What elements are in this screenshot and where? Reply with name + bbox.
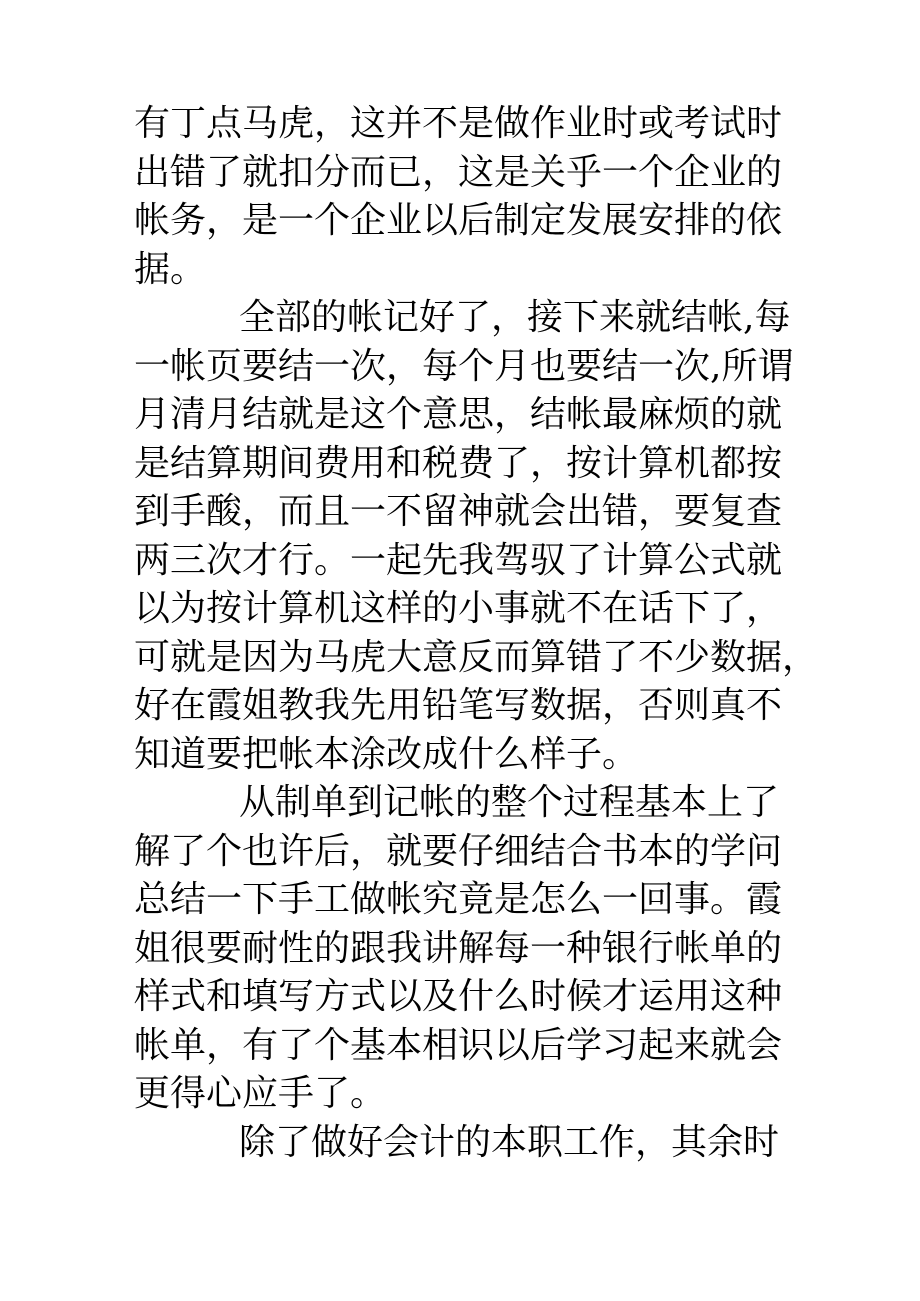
text-line: 有丁点马虎，这并不是做作业时或考试时 — [134, 103, 783, 144]
text-line: 帐务，是一个企业以后制定发展安排的依 — [134, 200, 783, 241]
paragraph-first-line: 从制单到记帐的整个过程基本上了 — [239, 782, 780, 823]
text-line: 据。 — [134, 248, 207, 290]
text-line: 样式和填写方式以及什么时候才运用这种 — [134, 976, 783, 1017]
text-line: 更得心应手了。 — [134, 1073, 387, 1114]
text-line: 到手酸，而且一不留神就会出错，要复查 — [134, 491, 783, 532]
text-line: 总结一下手工做帐究竟是怎么一回事。霞 — [134, 879, 783, 920]
text-line: 知道要把帐本涂改成什么样子。 — [134, 733, 639, 775]
body-text — [134, 100, 819, 1167]
text-line: 解了个也许后，就要仔细结合书本的学问 — [134, 830, 783, 872]
text-line: 姐很要耐性的跟我讲解每一种银行帐单的 — [134, 927, 783, 969]
text-line: 以为按计算机这样的小事就不在话下了， — [134, 588, 783, 629]
text-line: 可就是因为马虎大意反而算错了不少数据， — [134, 636, 819, 678]
text-line: 出错了就扣分而已，这是关乎一个企业的 — [134, 151, 783, 193]
text-line: 帐单，有了个基本相识以后学习起来就会 — [134, 1024, 783, 1066]
paragraph-first-line: 除了做好会计的本职工作，其余时 — [239, 1121, 780, 1163]
text-line: 月清月结就是这个意思，结帐最麻烦的就 — [134, 394, 783, 435]
text-line: 是结算期间费用和税费了，按计算机都按 — [134, 442, 783, 484]
text-line: 好在霞姐教我先用铅笔写数据，否则真不 — [134, 685, 783, 726]
text-line: 两三次才行。一起先我驾驭了计算公式就 — [134, 539, 783, 581]
text-line: 一帐页要结一次，每个月也要结一次,所谓 — [134, 345, 794, 387]
paragraph-first-line: 全部的帐记好了，接下来就结帐,每 — [239, 297, 791, 338]
